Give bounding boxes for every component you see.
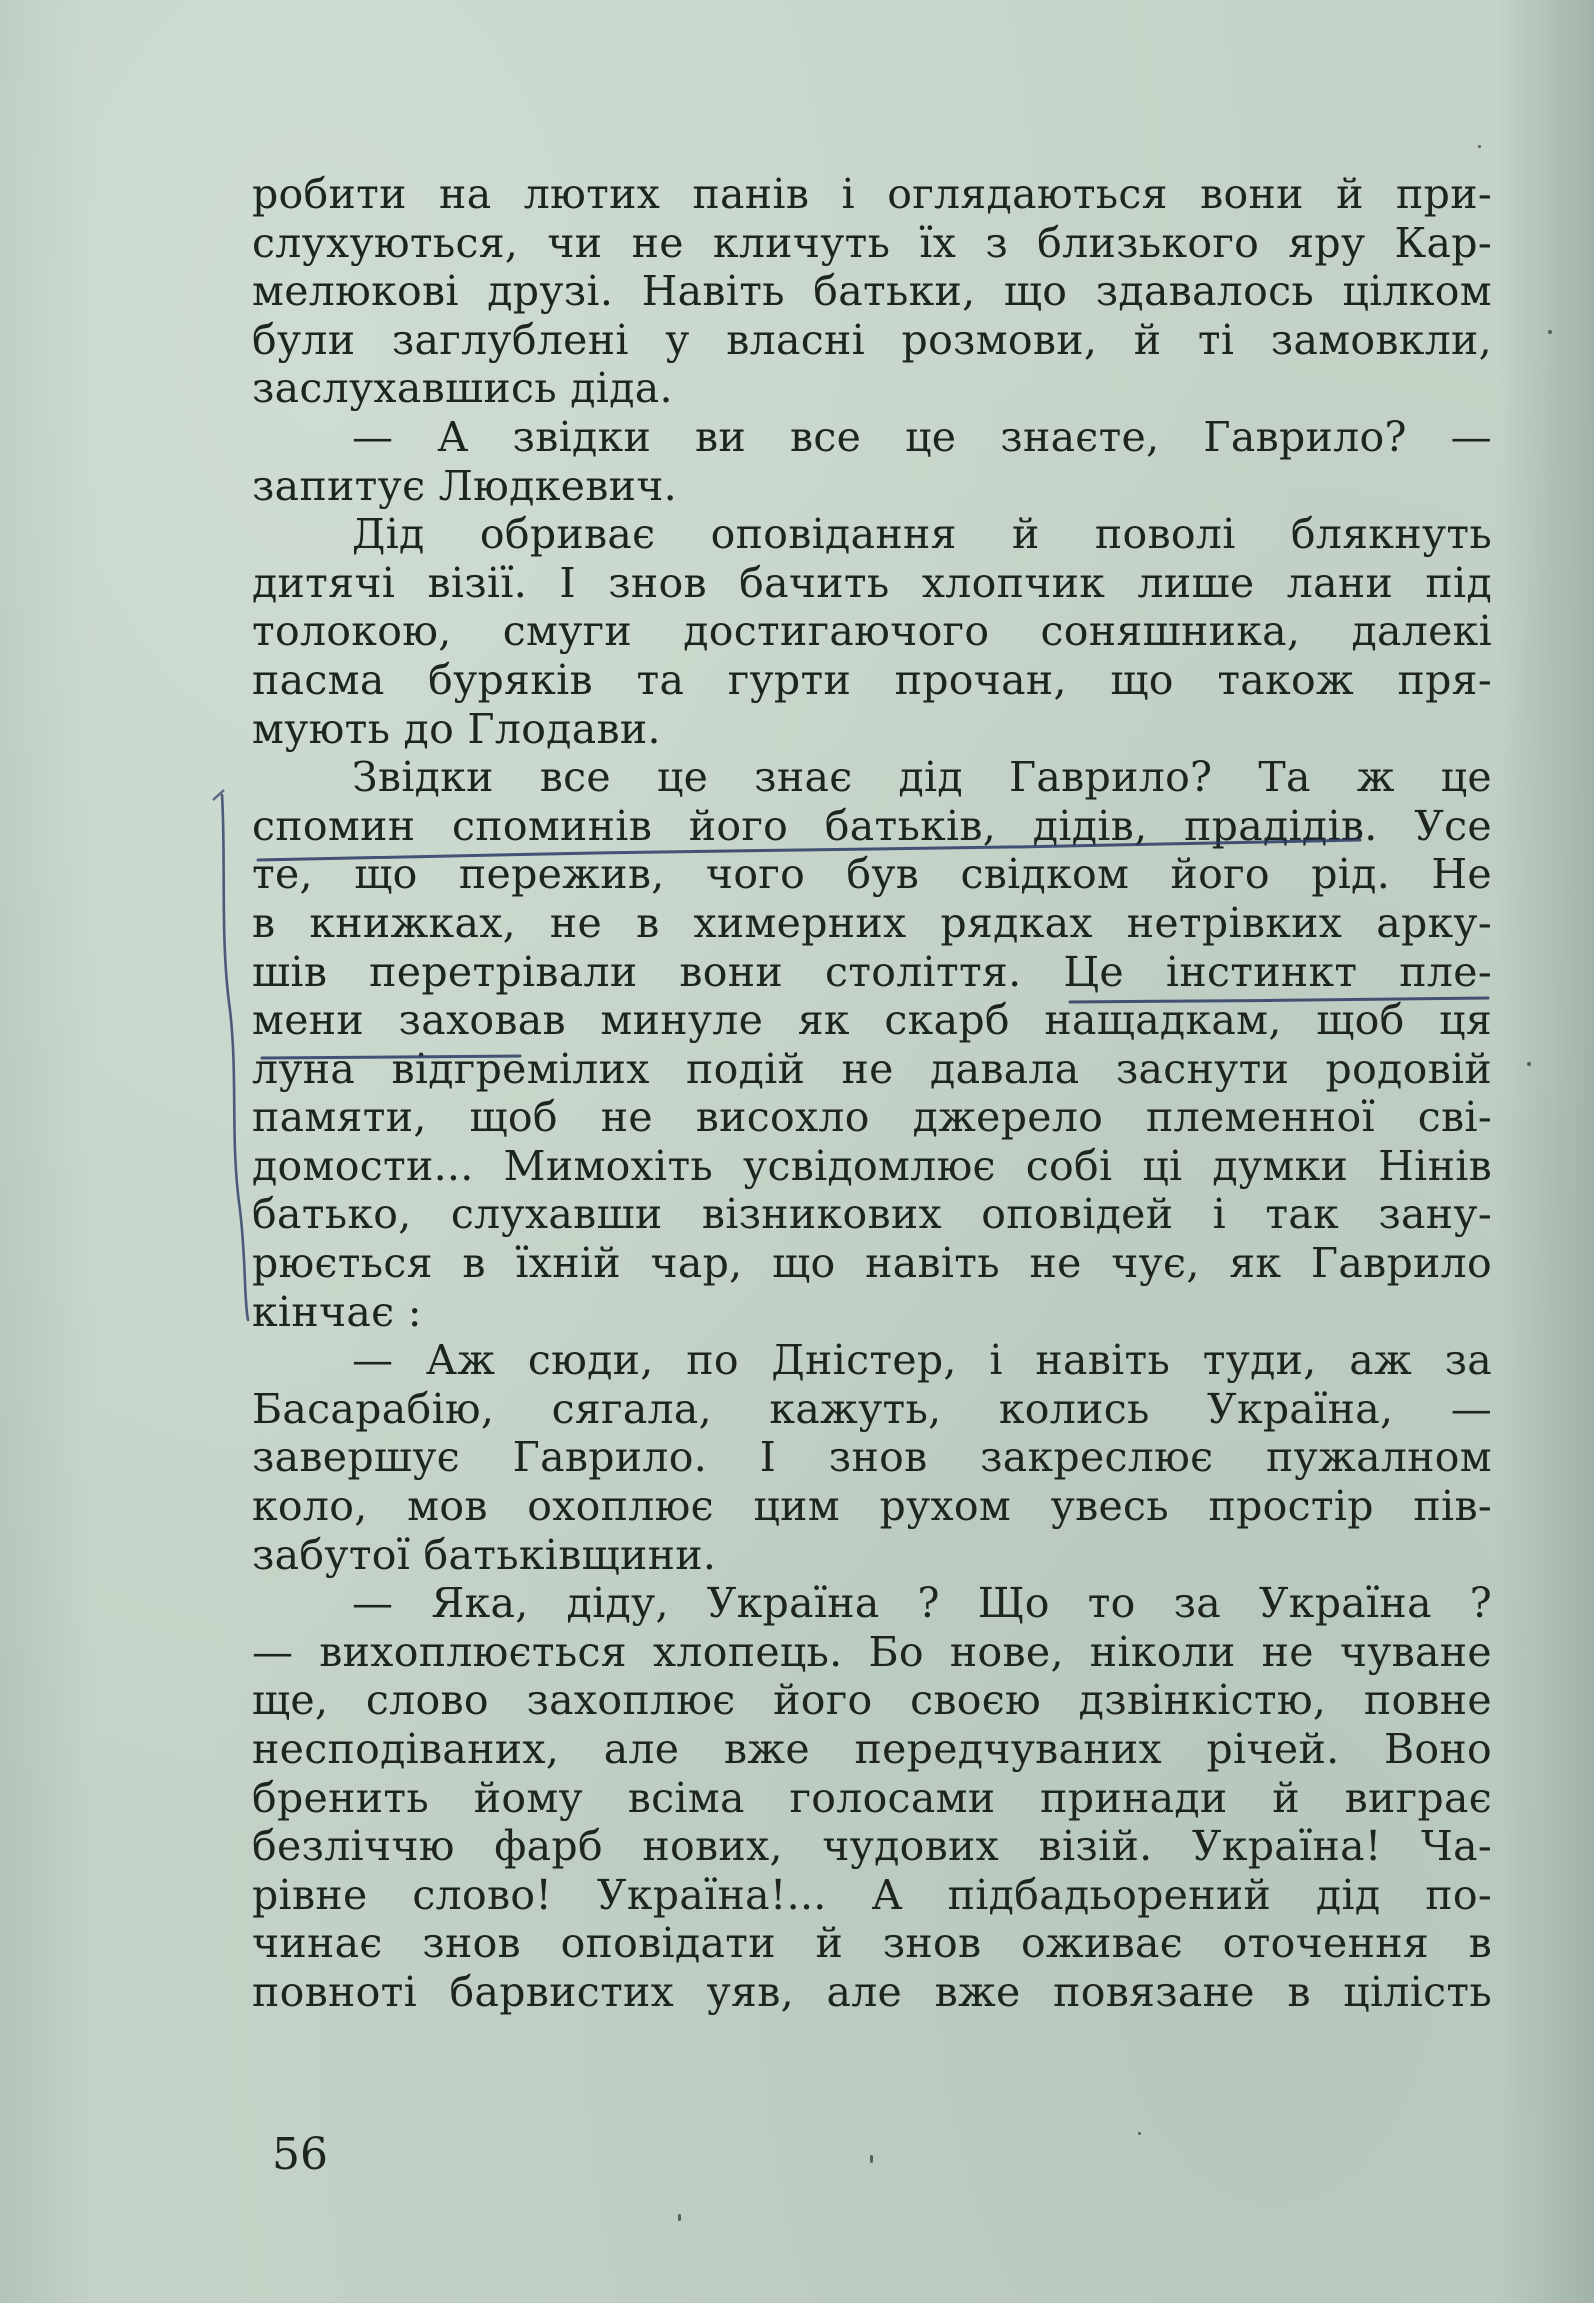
text-line: — вихоплюється хлопець. Бо нове, ніколи не чуване [252,1627,1492,1676]
text-line: запитує Людкевич. [252,461,677,510]
text-line: спомин споминів його батьків, дідів, прадідів. Усе [252,801,1492,850]
text-line: те, що пережив, чого був свідком його рід. Не [252,850,1492,899]
text-line: забутої батьківщини. [252,1530,717,1579]
text-line: були заглублені у власні розмови, й ті замовкли, [252,315,1492,364]
ink-speck [870,2155,873,2163]
text-line: рівне слово! Україна!... А підбадьорений дід по- [252,1870,1492,1919]
text-line: дитячі візії. І знов бачить хлопчик лише лани під [252,558,1492,607]
text-line: — Яка, діду, Україна ? Що то за Україна ? [352,1579,1492,1628]
text-line: мени заховав минуле як скарб нащадкам, щоб ця [252,996,1492,1045]
ink-speck [1527,1062,1531,1066]
text-line: памяти, щоб не висохло джерело племенної сві- [252,1093,1492,1142]
margin-tick-mark [213,790,224,800]
text-line: коло, мов охоплює цим рухом увесь простір пів- [252,1482,1492,1531]
text-line: рюється в їхній чар, що навіть не чує, як Гаврило [252,1239,1492,1288]
margin-line-mark [222,795,248,1320]
ink-speck [1548,330,1552,334]
text-line: — Аж сюди, по Дністер, і навіть туди, аж за [352,1336,1492,1385]
text-line: повноті барвистих уяв, але вже повязане в цілість [252,1967,1492,2016]
text-line: бренить йому всіма голосами принади й виграє [252,1773,1492,1822]
ink-speck [678,2214,681,2221]
text-line: несподіваних, але вже передчуваних річей. Воно [252,1725,1492,1773]
text-line: робити на лютих панів і оглядаються вони й при- [252,170,1492,218]
text-line: толокою, смуги достигаючого соняшника, далекі [252,607,1492,656]
ink-speck [1478,145,1481,148]
text-line: луна відгремілих подій не давала заснути родовій [252,1044,1492,1093]
text-line: мують до Глодави. [252,704,661,753]
text-line: пасма буряків та гурти прочан, що також пря- [252,655,1492,704]
text-line: шів перетрівали вони століття. Це інстинкт пле- [252,947,1492,996]
text-line: заслухавшись діда. [252,364,673,413]
text-line: безліччю фарб нових, чудових візій. Україна! Ча- [252,1822,1492,1871]
text-line: в книжках, не в химерних рядках нетрівких арку- [252,898,1492,947]
text-line: Басарабію, сягала, кажуть, колись Україна, — [252,1384,1492,1433]
text-line: домости... Мимохіть усвідомлює собі ці думки Нінів [252,1141,1492,1190]
text-line: слухуються, чи не кличуть їх з близького яру Кар- [252,218,1492,267]
text-line: чинає знов оповідати й знов оживає оточення в [252,1919,1492,1968]
text-line: Дід обриває оповідання й поволі блякнуть [352,510,1492,559]
ink-speck [1138,2132,1141,2135]
text-block [252,170,1492,2017]
text-line: Звідки все це знає дід Гаврило? Та ж це [352,753,1492,802]
text-line: мелюкові друзі. Навіть батьки, що здавалось цілком [252,267,1492,316]
page-number: 56 [272,2129,328,2180]
text-line: кінчає : [252,1287,422,1336]
text-line: ще, слово захоплює його своєю дзвінкістю, повне [252,1676,1492,1725]
text-line: завершує Гаврило. І знов закреслює пужалном [252,1433,1492,1482]
text-line: батько, слухавши візникових оповідей і так зану- [252,1190,1492,1239]
text-line: — А звідки ви все це знаєте, Гаврило? — [352,412,1492,461]
